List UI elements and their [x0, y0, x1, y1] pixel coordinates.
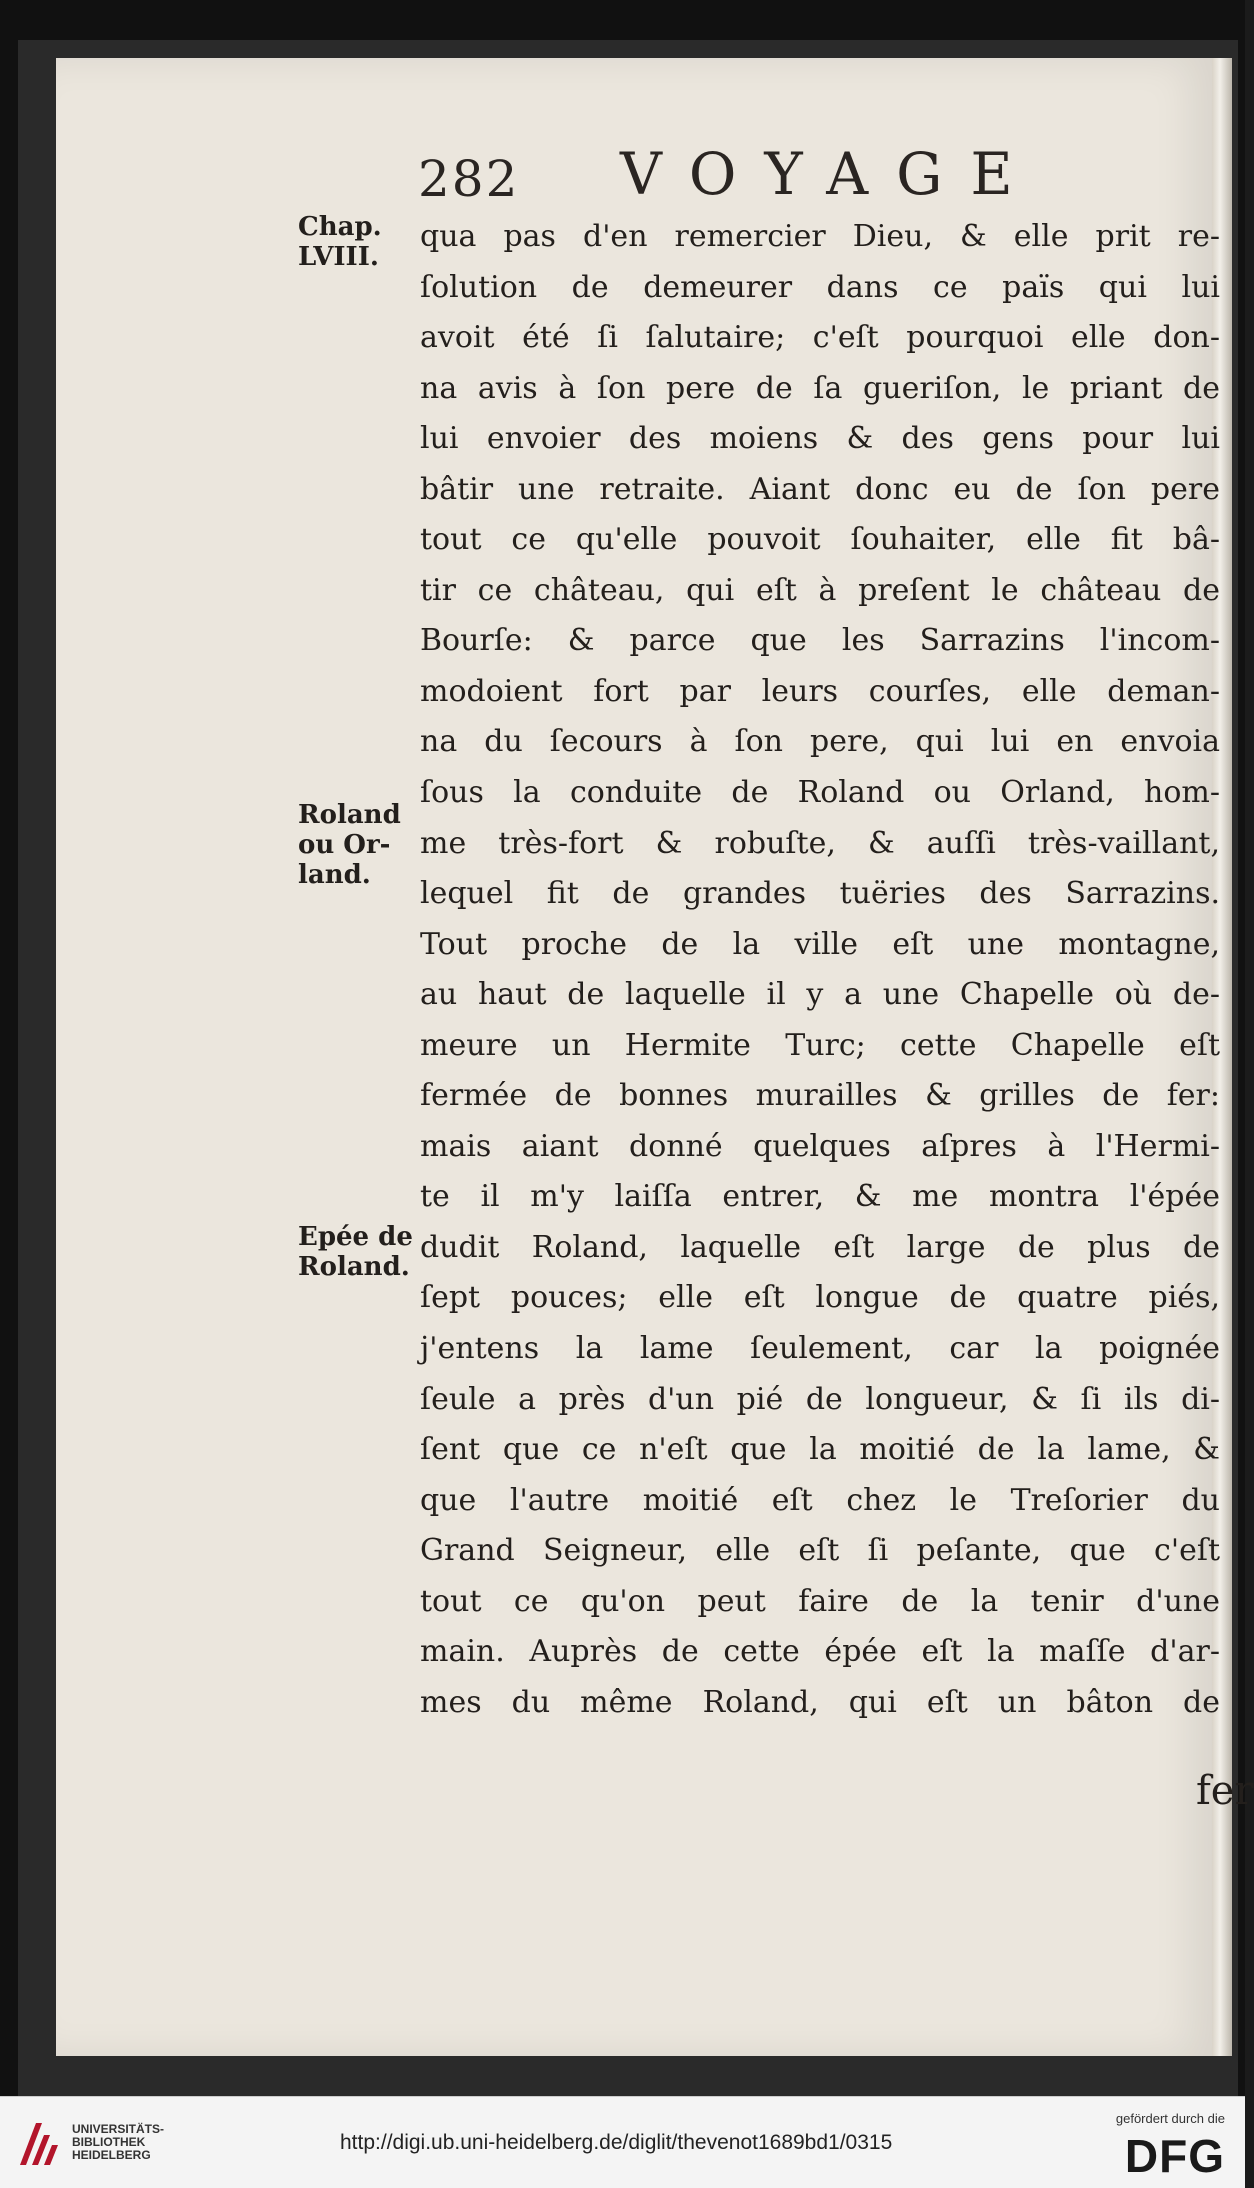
text-line: que l'autre moitié eſt chez le Treſorier du	[420, 1482, 1220, 1518]
text-line: fermée de bonnes murailles & grilles de fer:	[420, 1078, 1220, 1114]
text-line: j'entens la lame ſeulement, car la poignée	[420, 1331, 1220, 1367]
text-line: mais aiant donné quelques aſpres à l'Hermi-	[420, 1128, 1220, 1164]
text-line: Grand Seigneur, elle eſt ſi peſante, que c'eſt	[420, 1533, 1220, 1569]
text-line: te il m'y laiſſa entrer, & me montra l'épée	[420, 1179, 1220, 1215]
text-line: tir ce château, qui eſt à preſent le château de	[420, 572, 1220, 608]
marginal-note-line: LVIII.	[298, 242, 379, 272]
library-name	[72, 2123, 164, 2162]
text-line: modoient fort par leurs courſes, elle deman-	[420, 673, 1220, 709]
library-name-line: UNIVERSITÄTS-	[72, 2122, 165, 2136]
library-name-line: HEIDELBERG	[72, 2148, 151, 2162]
text-line: meure un Hermite Turc; cette Chapelle eſt	[420, 1027, 1220, 1063]
text-line: tout ce qu'elle pouvoit ſouhaiter, elle fit bâ-	[420, 522, 1220, 558]
text-line: ſeule a près d'un pié de longueur, & ſi ils di-	[420, 1381, 1220, 1417]
text-line: lequel fit de grandes tuëries des Sarrazins.	[420, 876, 1220, 912]
catchword: fer	[1196, 1768, 1254, 1814]
text-line: ſolution de demeurer dans ce païs qui lui	[420, 269, 1220, 305]
text-line: ſept pouces; elle eſt longue de quatre piés,	[420, 1280, 1220, 1316]
permalink-url[interactable]: http://digi.ub.uni-heidelberg.de/diglit/thevenot1689bd1/0315	[340, 2131, 893, 2154]
library-name-line: BIBLIOTHEK	[72, 2135, 146, 2149]
text-line: me très-fort & robuſte, & auſſi très-vaillant,	[420, 825, 1220, 861]
text-line: Bourſe: & parce que les Sarrazins l'incom-	[420, 623, 1220, 659]
marginal-note-line: ou Or-	[298, 830, 391, 860]
text-line: dudit Roland, laquelle eſt large de plus de	[420, 1229, 1220, 1265]
text-line: au haut de laquelle il y a une Chapelle où de-	[420, 977, 1220, 1013]
text-line: Tout proche de la ville eſt une montagne,	[420, 926, 1220, 962]
marginal-note-line: Roland.	[298, 1252, 410, 1282]
marginal-note-epee	[298, 1222, 413, 1282]
marginal-note-line: Epée de	[298, 1222, 413, 1252]
running-title: VOYAGE	[620, 140, 1041, 208]
marginal-note-chapter	[298, 212, 382, 272]
sponsor-label: gefördert durch die	[1115, 2111, 1225, 2126]
text-line: avoit été ſi ſalutaire; c'eſt pourquoi elle don-	[420, 320, 1220, 356]
text-line: ſent que ce n'eſt que la moitié de la lame, &	[420, 1432, 1220, 1468]
page-number: 282	[418, 150, 520, 208]
text-line: qua pas d'en remercier Dieu, & elle prit re-	[420, 219, 1220, 254]
text-line: tout ce qu'on peut faire de la tenir d'une	[420, 1583, 1220, 1619]
viewer-footer	[0, 2096, 1245, 2188]
body-text	[420, 212, 1220, 1728]
text-line: na du ſecours à ſon pere, qui lui en envoia	[420, 724, 1220, 760]
text-line: mes du même Roland, qui eſt un bâton de	[420, 1684, 1220, 1720]
text-line: na avis à ſon pere de ſa gueriſon, le priant de	[420, 370, 1220, 406]
text-line: lui envoier des moiens & des gens pour lui	[420, 421, 1220, 457]
marginal-note-line: land.	[298, 860, 371, 890]
text-line: ſous la conduite de Roland ou Orland, hom-	[420, 775, 1220, 811]
text-line: bâtir une retraite. Aiant donc eu de ſon pere	[420, 471, 1220, 507]
marginal-note-line: Roland	[298, 800, 401, 830]
dfg-logo[interactable]: DFG	[1124, 2130, 1225, 2182]
marginal-note-roland	[298, 800, 401, 890]
text-line: main. Auprès de cette épée eſt la maſſe d'ar-	[420, 1634, 1220, 1670]
marginal-note-line: Chap.	[298, 212, 382, 242]
ub-heidelberg-logo-icon[interactable]	[14, 2115, 64, 2171]
